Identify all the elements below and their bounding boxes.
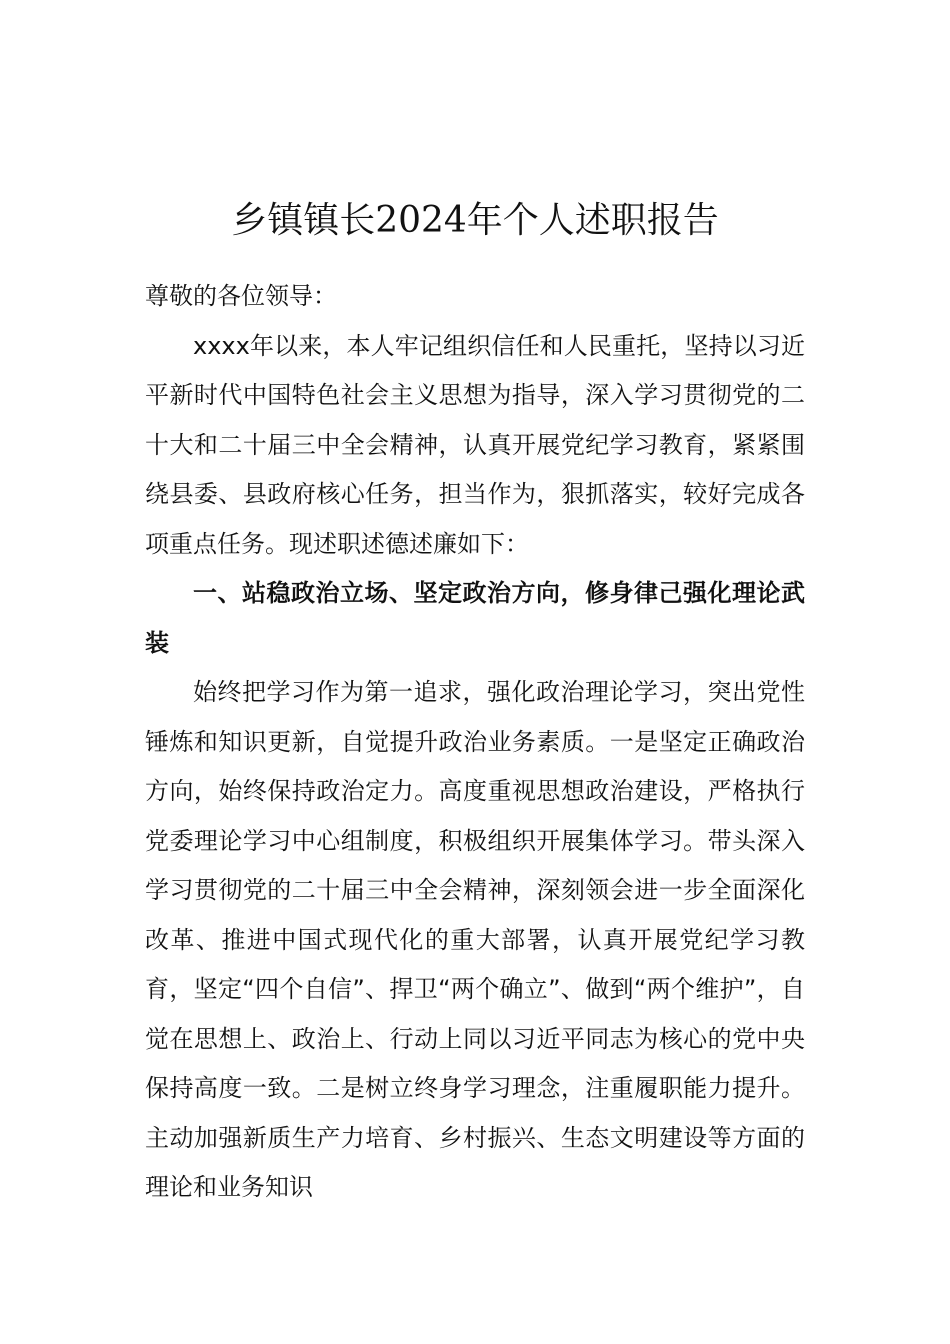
paragraph-intro: xxxx年以来，本人牢记组织信任和人民重托，坚持以习近平新时代中国特色社会主义思想为指导，深入学习贯彻党的二十大和二十届三中全会精神，认真开展党纪学习教育，紧紧围绕县委、县政府核心任务，担当作为，狠抓落实，较好完成各项重点任务。现述职述德述廉如下： [145,331,805,558]
section-heading-1: 一、站稳政治立场、坚定政治方向，修身律己强化理论武装 [145,579,805,657]
document-title: 乡镇镇长2024年个人述职报告 [231,200,719,242]
salutation: 尊敬的各位领导： [145,282,337,310]
document-body [145,272,805,1213]
paragraph-section-1: 始终把学习作为第一追求，强化政治理论学习，突出党性锤炼和知识更新，自觉提升政治业务素质。一是坚定正确政治方向，始终保持政治定力。高度重视思想政治建设，严格执行党委理论学习中心组制度，积极组织开展集体学习。带头深入学习贯彻党的二十届三中全会精神，深刻领会进一步全面深化改革、推进中国式现代化的重大部署，认真开展党纪学习教育，坚定“四个自信”、捍卫“两个确立”、做到“两个维护”，自觉在思想上、政治上、行动上同以习近平同志为核心的党中央保持高度一致。二是树立终身学习理念，注重履职能力提升。主动加强新质生产力培育、乡村振兴、生态文明建设等方面的理论和业务知识 [145,678,805,1201]
